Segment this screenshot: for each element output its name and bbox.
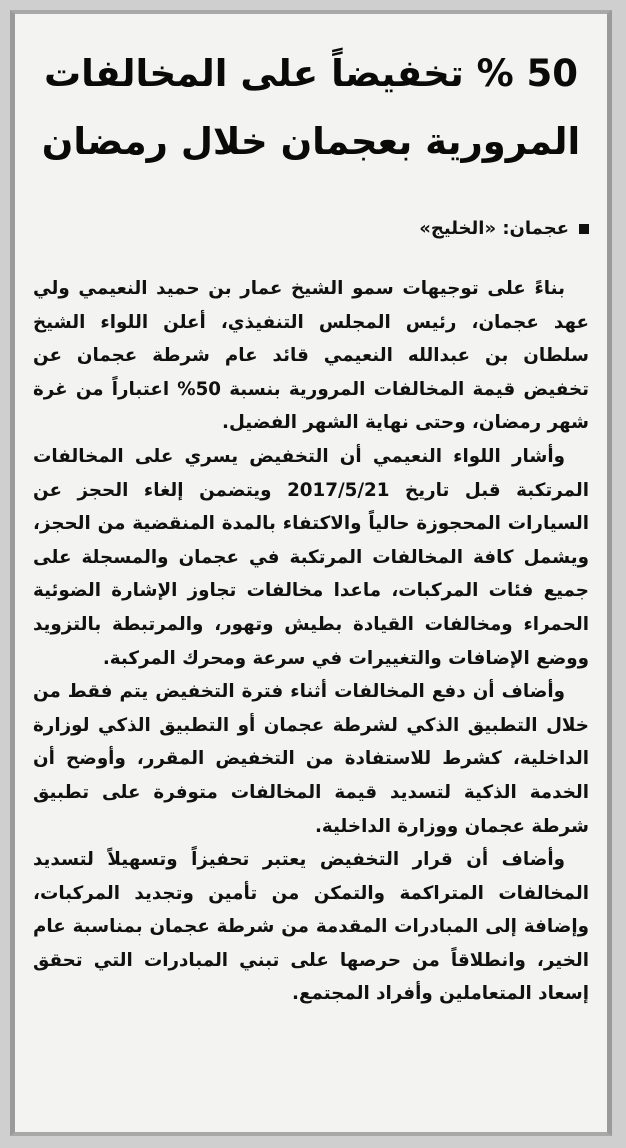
article [33,14,589,1132]
paragraph-2: وأشار اللواء النعيمي أن التخفيض يسري على المخالفات المرتكبة قبل تاريخ 2017/5/21 ويتضمن إلغاء الحجز عن السيارات المحجوزة حالياً والاكتفاء بالمدة المنقضية من الحجز، ويشمل كافة المخالفات المرتكبة في عجمان والمسجلة على جميع فئات المركبات، ماعدا مخالفات تجاوز الإشارة الضوئية الحمراء ومخالفات القيادة بطيش وتهور، والمرتبطة بالتزويد ووضع الإضافات والتغييرات في سرعة ومحرك المركبة. [33,445,589,669]
headline [33,40,589,176]
article-body [33,272,589,1011]
paragraph-3: وأضاف أن دفع المخالفات أثناء فترة التخفيض يتم فقط من خلال التطبيق الذكي لشرطة عجمان أو التطبيق الذكي لوزارة الداخلية، كشرط للاستفادة من التخفيض المقرر، وأوضح أن الخدمة الذكية لتسديد قيمة المخالفات متوفرة على تطبيق شرطة عجمان ووزارة الداخلية. [33,681,589,837]
byline-text: عجمان: «الخليج» [419,218,569,239]
newspaper-clipping [10,10,612,1136]
headline-line-1: 50 % تخفيضاً على المخالفات [43,52,579,95]
paragraph-1: بناءً على توجيهات سمو الشيخ عمار بن حميد النعيمي ولي عهد عجمان، رئيس المجلس التنفيذي، أعلن اللواء الشيخ سلطان بن عبدالله النعيمي قائد عام شرطة عجمان عن تخفيض قيمة المخالفات المرورية بنسبة 50% اعتباراً من غرة شهر رمضان، وحتى نهاية الشهر الفضيل. [33,278,589,434]
bullet-square-icon [579,224,589,234]
byline [33,216,589,242]
paragraph-4: وأضاف أن قرار التخفيض يعتبر تحفيزاً وتسهيلاً لتسديد المخالفات المتراكمة والتمكن من تأمين وتجديد المركبات، وإضافة إلى المبادرات المقدمة من شرطة عجمان بمناسبة عام الخير، وانطلاقاً من حرصها على تبني المبادرات التي تحقق إسعاد المتعاملين وأفراد المجتمع. [33,849,589,1005]
headline-line-2: المرورية بعجمان خلال رمضان [41,120,581,163]
